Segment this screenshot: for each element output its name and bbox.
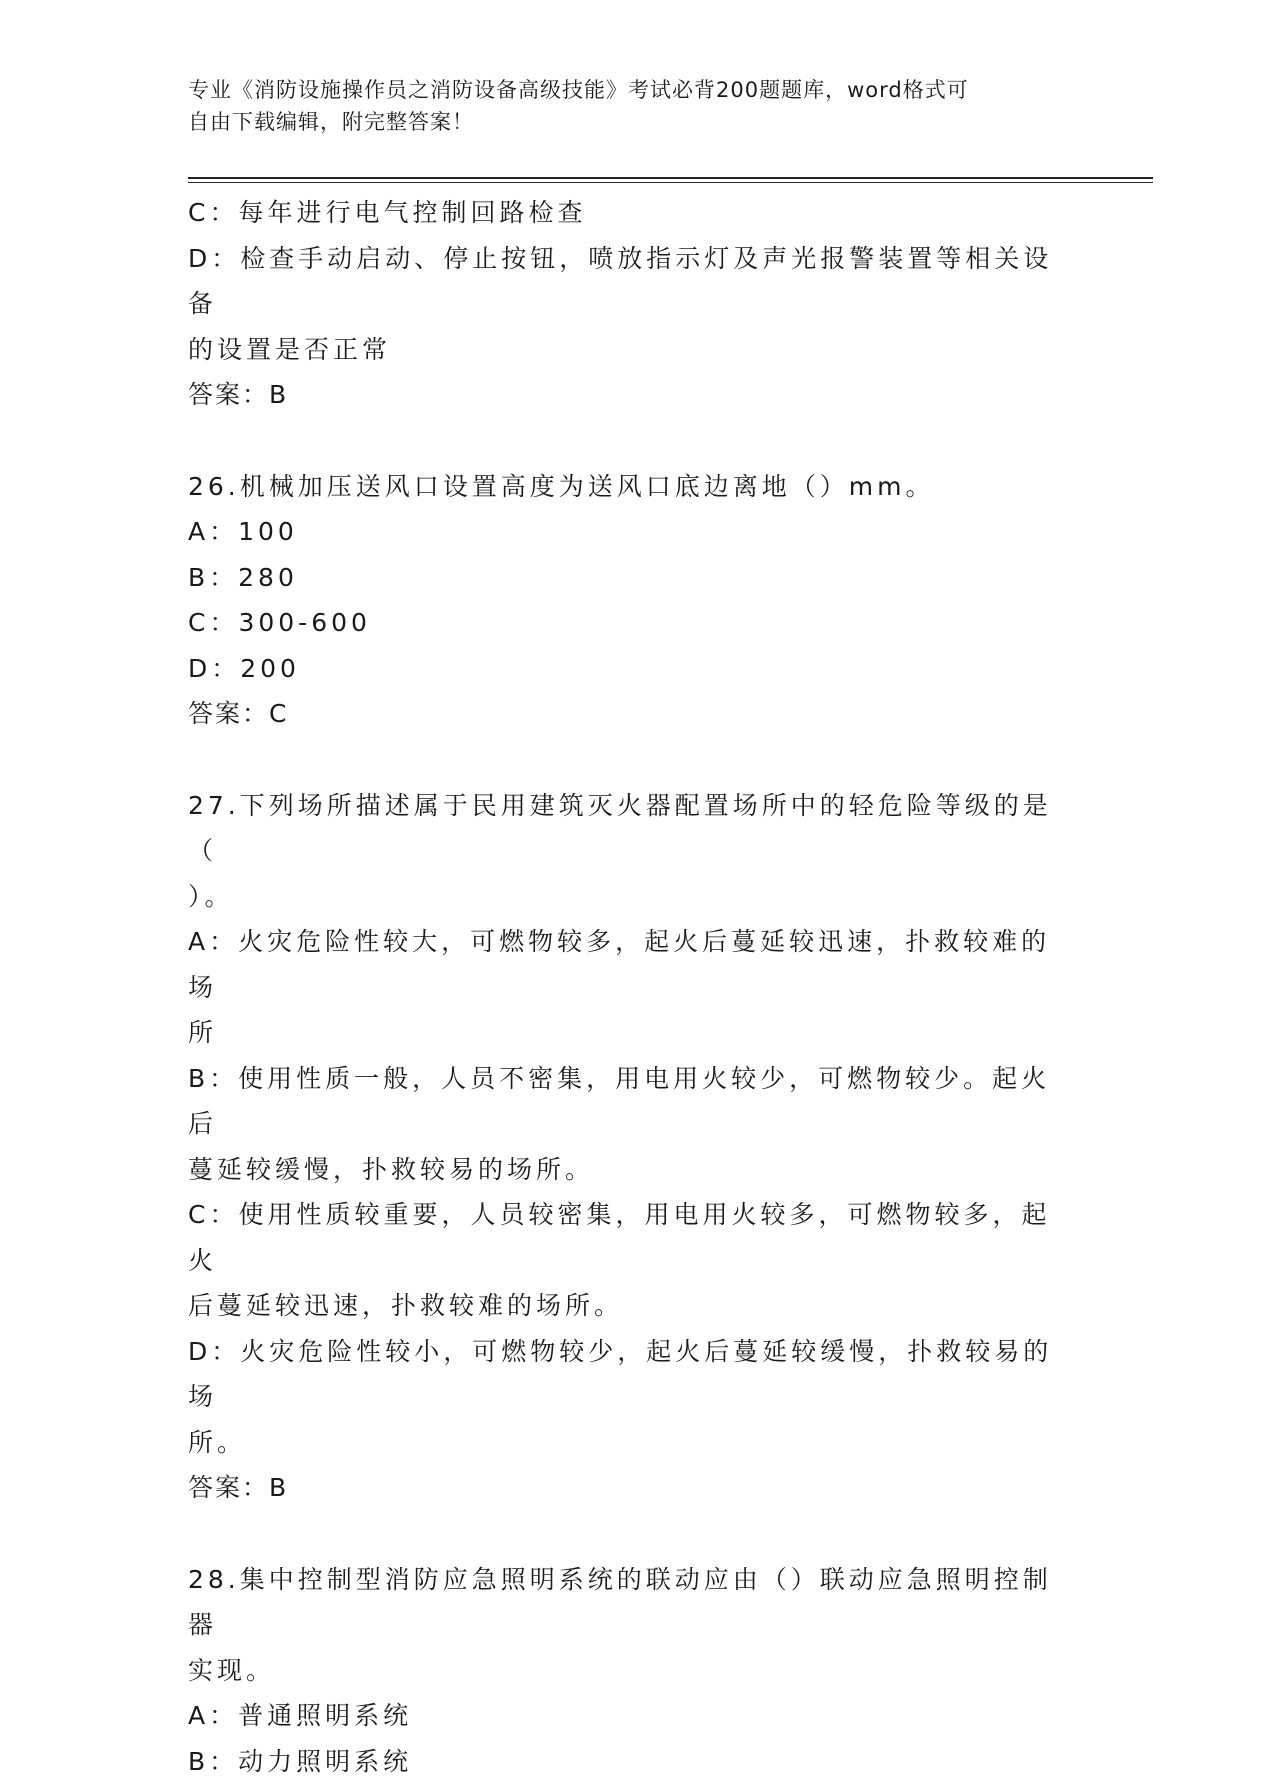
answer-line: 答案：B	[188, 372, 1068, 418]
spacer	[188, 1511, 1068, 1557]
option-c-line-2: 后蔓延较迅速，扑救较难的场所。	[188, 1283, 1068, 1329]
option-d: D：200	[188, 646, 1068, 692]
question-stem-line-1: 27.下列场所描述属于民用建筑灭火器配置场所中的轻危险等级的是（	[188, 783, 1068, 874]
option-a-line-2: 所	[188, 1010, 1068, 1056]
document-header	[188, 74, 1068, 138]
question-content	[188, 190, 1068, 1784]
spacer	[188, 418, 1068, 464]
question-stem-line-2: ）。	[188, 874, 1068, 920]
option-d-line-2: 所。	[188, 1420, 1068, 1466]
option-d-line-1: D：火灾危险性较小，可燃物较少，起火后蔓延较缓慢，扑救较易的场	[188, 1329, 1068, 1420]
spacer	[188, 737, 1068, 783]
question-stem-line-1: 28.集中控制型消防应急照明系统的联动应由（）联动应急照明控制器	[188, 1557, 1068, 1648]
option-a-line-1: A：火灾危险性较大，可燃物较多，起火后蔓延较迅速，扑救较难的场	[188, 919, 1068, 1010]
option-d-line-2: 的设置是否正常	[188, 327, 1068, 373]
option-b: B：280	[188, 555, 1068, 601]
option-c: C：每年进行电气控制回路检查	[188, 190, 1068, 236]
answer-line: 答案：C	[188, 691, 1068, 737]
option-a: A：普通照明系统	[188, 1693, 1068, 1739]
option-b-line-2: 蔓延较缓慢，扑救较易的场所。	[188, 1147, 1068, 1193]
question-stem-line-2: 实现。	[188, 1648, 1068, 1694]
question-stem: 26.机械加压送风口设置高度为送风口底边离地（）mm。	[188, 464, 1068, 510]
header-divider-thick	[188, 177, 1153, 179]
option-c: C：300-600	[188, 600, 1068, 646]
option-b: B：动力照明系统	[188, 1739, 1068, 1784]
header-divider-thin	[188, 182, 1153, 183]
header-title-line-1: 专业《消防设施操作员之消防设备高级技能》考试必背200题题库，word格式可	[188, 74, 1068, 106]
option-c-line-1: C：使用性质较重要，人员较密集，用电用火较多，可燃物较多，起火	[188, 1192, 1068, 1283]
header-title-line-2: 自由下载编辑，附完整答案！	[188, 106, 1068, 138]
answer-line: 答案：B	[188, 1465, 1068, 1511]
option-b-line-1: B：使用性质一般，人员不密集，用电用火较少，可燃物较少。起火后	[188, 1056, 1068, 1147]
option-a: A：100	[188, 509, 1068, 555]
option-d-line-1: D：检查手动启动、停止按钮，喷放指示灯及声光报警装置等相关设备	[188, 236, 1068, 327]
